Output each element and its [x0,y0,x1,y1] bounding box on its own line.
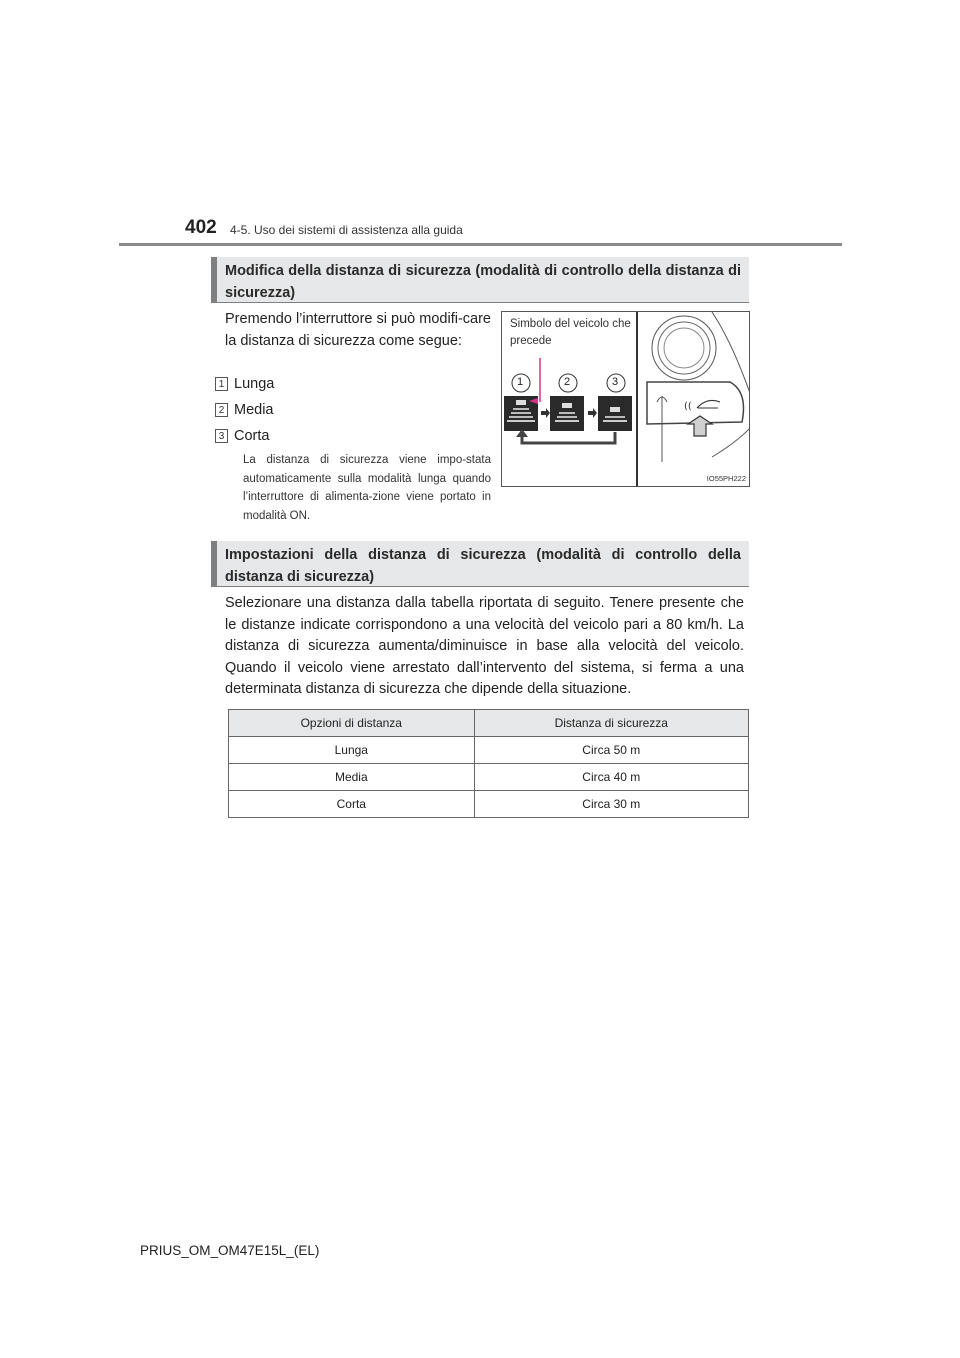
figure-code: IO55PH222 [706,474,746,483]
column-header-options: Opzioni di distanza [229,710,475,737]
footer-document-code: PRIUS_OM_OM47E15L_(EL) [140,1243,320,1258]
item-label: Lunga [234,376,275,392]
table-row [229,764,749,791]
table-row [229,791,749,818]
figure-drawing [502,312,750,487]
figure-marker-2: 2 [564,376,571,388]
table-cell: Lunga [229,737,475,764]
figure-marker-3: 3 [612,376,619,388]
table-cell: Circa 30 m [474,791,748,818]
header-divider [119,243,842,246]
list-item [215,402,274,418]
table-row [229,737,749,764]
svg-text:((: (( [684,401,692,412]
note-paragraph: La distanza di sicurezza viene impo-stata automaticamente sulla modalità lunga quando l’interruttore di alimenta-zione viene portato in modalità ON. [243,454,491,522]
figure-callout-label: Simbolo del veicolo che precede [510,318,631,347]
list-item [215,376,274,392]
section-heading-modify-distance: Modifica della distanza di sicurezza (modalità di controllo della distanza di sicurezza) [211,257,749,303]
item-number-badge: 1 [215,377,228,391]
table-cell: Circa 50 m [474,737,748,764]
section-heading-distance-settings: Impostazioni della distanza di sicurezza (modalità di controllo della distanza di sicurezza) [211,541,749,587]
table-cell: Circa 40 m [474,764,748,791]
item-number-badge: 3 [215,429,228,443]
table-cell: Media [229,764,475,791]
page-number: 402 [185,217,217,238]
item-label: Media [234,402,274,418]
item-number-badge: 2 [215,403,228,417]
item-label: Corta [234,428,270,444]
intro-paragraph: Premendo l’interruttore si può modifi-care la distanza di sicurezza come segue: [225,311,491,349]
table-header-row [229,710,749,737]
distance-table [228,709,749,818]
settings-paragraph: Selezionare una distanza dalla tabella riportata di seguito. Tenere presente che le distanze indicate corrispondono a una velocità del veicolo pari a 80 km/h. La distanza di sicurezza aumenta/diminuisce in base alla velocità del veicolo. Quando il veicolo viene arrestato dall’intervento del sistema, si ferma a una determinata distanza di sicurezza che dipende della situazione. [225,595,744,697]
list-item [215,428,269,444]
distance-switch-illustration [501,311,750,487]
section-breadcrumb: 4-5. Uso dei sistemi di assistenza alla guida [230,223,463,237]
figure-marker-1: 1 [517,376,524,388]
table-cell: Corta [229,791,475,818]
column-header-distance: Distanza di sicurezza [474,710,748,737]
